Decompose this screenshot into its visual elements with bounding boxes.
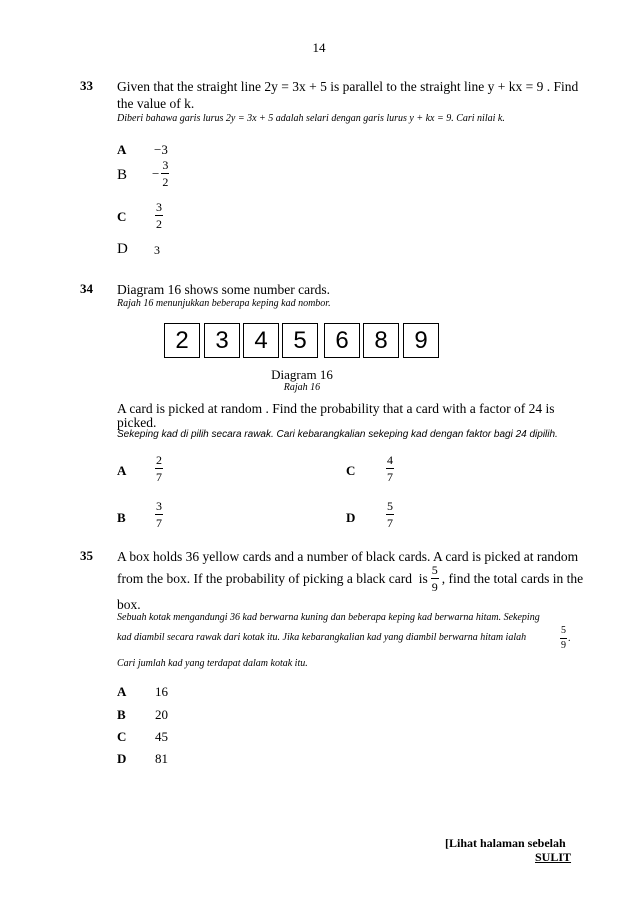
q34-text-en: Diagram 16 shows some number cards. xyxy=(117,282,330,297)
q34-text-ms: Rajah 16 menunjukkan beberapa keping kad nombor. xyxy=(117,298,331,309)
q35-option-d-value: 81 xyxy=(155,751,168,766)
q33-option-d-value: 3 xyxy=(154,243,160,257)
q35-option-c-value: 45 xyxy=(155,729,168,744)
q35-option-a-value: 16 xyxy=(155,684,168,699)
fraction-denominator: 2 xyxy=(162,175,169,189)
q33-text-ms: Diberi bahawa garis lurus 2y = 3x + 5 adalah selari dengan garis lurus y + kx = 9. Cari nilai k. xyxy=(117,113,505,124)
q33-option-c-letter: C xyxy=(117,209,127,224)
fraction-denominator: 2 xyxy=(156,217,162,231)
q33-text-en-line1: Given that the straight line 2y = 3x + 5 is parallel to the straight line y + kx = 9 . Find xyxy=(117,79,579,94)
q33-option-c-fraction xyxy=(155,200,163,231)
fraction-numerator: 2 xyxy=(156,453,162,467)
fraction-denominator: 9 xyxy=(431,580,438,594)
q34-option-b-fraction xyxy=(155,499,163,530)
q35-option-a-letter: A xyxy=(117,684,127,699)
q33-option-b-value xyxy=(152,158,169,189)
q35-option-c-letter: C xyxy=(117,729,127,744)
fraction-denominator: 7 xyxy=(387,516,393,530)
next-page-note: [Lihat halaman sebelah xyxy=(445,836,566,850)
number-card: 3 xyxy=(204,323,240,358)
q35-text-en-line2 xyxy=(117,563,583,594)
q34-question-en-line1: A card is picked at random . Find the probability that a card with a factor of 24 is xyxy=(117,401,555,416)
q35-text-en-line2-start: from the box. If the probability of picking a black card is xyxy=(117,571,428,586)
q34-option-d-fraction xyxy=(386,499,394,530)
number-card: 5 xyxy=(282,323,318,358)
sulit-label: SULIT xyxy=(535,850,572,864)
diagram-caption-ms: Rajah 16 xyxy=(283,382,321,393)
fraction-denominator: 7 xyxy=(156,516,162,530)
q33-option-d-letter: D xyxy=(117,241,128,257)
page-number: 14 xyxy=(312,40,326,55)
q35-probability-fraction xyxy=(431,563,439,594)
q35-ms-fraction-wrap xyxy=(560,625,571,652)
question-number-33: 33 xyxy=(80,78,93,93)
q34-option-d-value xyxy=(386,499,394,530)
number-card: 8 xyxy=(363,323,399,358)
number-card: 4 xyxy=(243,323,279,358)
q33-option-b-fraction xyxy=(161,158,169,189)
fraction-denominator: 9 xyxy=(561,640,566,651)
question-number-34: 34 xyxy=(80,281,93,296)
q34-option-d-letter: D xyxy=(346,510,356,525)
q33-option-a-value: −3 xyxy=(154,142,168,157)
q34-option-a-letter: A xyxy=(117,463,127,478)
q33-option-a-letter: A xyxy=(117,142,127,157)
q35-text-en-line3: box. xyxy=(117,597,141,612)
q33-option-b-sign: − xyxy=(152,165,160,181)
fraction-denominator: 7 xyxy=(156,470,162,484)
q35-ms-fraction-period: . xyxy=(568,633,571,644)
fraction-numerator: 4 xyxy=(387,453,393,467)
q34-option-b-letter: B xyxy=(117,510,126,525)
q35-text-ms-line3: Cari jumlah kad yang terdapat dalam kotak itu. xyxy=(117,658,308,669)
q35-text-en-line1: A box holds 36 yellow cards and a number of black cards. A card is picked at random xyxy=(117,549,579,564)
fraction-numerator: 3 xyxy=(162,158,169,172)
fraction-numerator: 5 xyxy=(560,625,567,639)
q35-option-b-value: 20 xyxy=(155,707,168,722)
q34-question-ms: Sekeping kad di pilih secara rawak. Cari kebarangkalian sekeping kad dengan faktor bagi 24 dipilih. xyxy=(117,429,558,440)
q35-text-ms-line1: Sebuah kotak mengandungi 36 kad berwarna kuning dan beberapa keping kad berwarna hitam. Sekeping xyxy=(117,612,540,623)
q34-question-en-line2: picked. xyxy=(117,415,157,430)
q35-text-ms-line2: kad diambil secara rawak dari kotak itu. Jika kebarangkalian kad yang diambil berwarna hitam ialah xyxy=(117,632,527,643)
fraction-numerator: 5 xyxy=(431,563,438,577)
q35-option-d-letter: D xyxy=(117,751,127,766)
q34-option-c-letter: C xyxy=(346,463,356,478)
q35-option-b-letter: B xyxy=(117,707,126,722)
q33-option-c-value xyxy=(155,200,163,231)
fraction-numerator: 5 xyxy=(387,499,393,513)
fraction-denominator: 7 xyxy=(387,470,393,484)
question-number-35: 35 xyxy=(80,548,93,563)
number-card: 9 xyxy=(403,323,439,358)
fraction-numerator: 3 xyxy=(156,499,162,513)
q34-option-c-fraction xyxy=(386,453,394,484)
q33-text-en-line2: the value of k. xyxy=(117,96,195,111)
q35-ms-fraction xyxy=(560,625,567,652)
number-card: 6 xyxy=(324,323,360,358)
q35-text-en-line2-end: , find the total cards in the xyxy=(441,571,584,586)
q34-option-b-value xyxy=(155,499,163,530)
q33-option-b-letter: B xyxy=(117,167,128,183)
q34-option-c-value xyxy=(386,453,394,484)
diagram-caption: Diagram 16 xyxy=(271,367,333,382)
number-card: 2 xyxy=(164,323,200,358)
q34-option-a-value xyxy=(155,453,163,484)
fraction-numerator: 3 xyxy=(156,200,162,214)
q34-option-a-fraction xyxy=(155,453,163,484)
